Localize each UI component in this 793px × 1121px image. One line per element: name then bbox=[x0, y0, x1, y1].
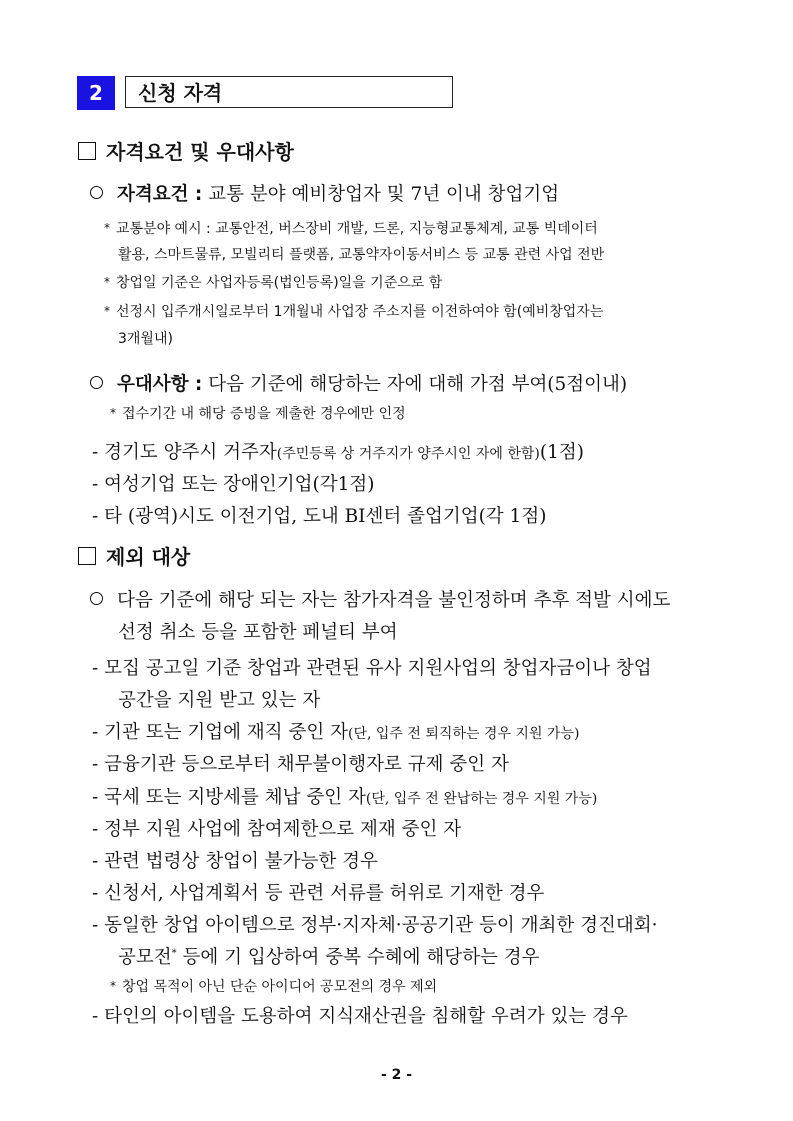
exclusion-note: * 창업 목적이 아닌 단순 아이디어 공모전의 경우 제외 bbox=[110, 979, 438, 995]
exclusion-item-9: - 타인의 아이템을 도용하여 지식재산권을 침해할 우려가 있는 경우 bbox=[92, 1006, 628, 1027]
preference-text: 다음 기준에 해당하는 자에 대해 가점 부여(5점이내) bbox=[208, 374, 628, 395]
exclusions-intro: 다음 기준에 해당 되는 자는 참가자격을 불인정하며 추후 적발 시에도 bbox=[90, 586, 670, 612]
preference-item-3: - 타 (광역)시도 이전기업, 도내 BI센터 졸업기업(각 1점) bbox=[92, 506, 547, 527]
page-number: - 2 - bbox=[380, 1067, 413, 1083]
preference-note: * 접수기간 내 해당 증빙을 제출한 경우에만 인정 bbox=[110, 406, 406, 422]
requirement-text: 교통 분야 예비창업자 및 7년 이내 창업기업 bbox=[208, 184, 560, 205]
circle-bullet-icon bbox=[90, 376, 103, 389]
preference-line bbox=[90, 370, 627, 396]
circle-bullet-icon bbox=[90, 592, 103, 605]
preference-item-1: - 경기도 양주시 거주자(주민등록 상 거주지가 양주시인 자에 한함)(1점) bbox=[92, 442, 584, 463]
exclusion-item-4: - 국세 또는 지방세를 체납 중인 자(단, 입주 전 완납하는 경우 지원 가능) bbox=[92, 787, 598, 808]
requirement-label: 자격요건 : bbox=[117, 184, 203, 205]
circle-bullet-icon bbox=[90, 186, 103, 199]
checkbox-square-icon bbox=[78, 142, 96, 160]
exclusions-intro-cont: 선정 취소 등을 포함한 페널티 부여 bbox=[118, 622, 398, 643]
exclusion-item-2: - 기관 또는 기업에 재직 중인 자(단, 입주 전 퇴직하는 경우 지원 가능) bbox=[92, 722, 580, 743]
exclusion-item-8: - 동일한 창업 아이템으로 정부·지자체·공공기관 등이 개최한 경진대회· bbox=[92, 915, 658, 936]
exclusion-item-3: - 금융기관 등으로부터 채무불이행자로 규제 중인 자 bbox=[92, 754, 509, 775]
checkbox-square-icon bbox=[78, 547, 96, 565]
requirement-note-2: * 창업일 기준은 사업자등록(법인등록)일을 기준으로 함 bbox=[104, 275, 443, 291]
exclusions-heading: 제외 대상 bbox=[78, 541, 190, 570]
requirement-line bbox=[90, 180, 559, 206]
exclusion-item-1-cont: 공간을 지원 받고 있는 자 bbox=[118, 690, 321, 711]
exclusion-item-8-cont: 공모전* 등에 기 입상하여 중복 수혜에 해당하는 경우 bbox=[118, 947, 540, 968]
exclusion-item-1: - 모집 공고일 기준 창업과 관련된 유사 지원사업의 창업자금이나 창업 bbox=[92, 658, 652, 679]
section-title: 신청 자격 bbox=[125, 76, 453, 108]
requirement-note-1-cont: 활용, 스마트물류, 모빌리티 플랫폼, 교통약자이동서비스 등 교통 관련 사업 전반 bbox=[118, 247, 605, 263]
qualifications-heading: 자격요건 및 우대사항 bbox=[78, 136, 294, 165]
exclusion-item-7: - 신청서, 사업계획서 등 관련 서류를 허위로 기재한 경우 bbox=[92, 883, 545, 904]
preference-label: 우대사항 : bbox=[117, 374, 203, 395]
section-number: 2 bbox=[77, 76, 115, 110]
requirement-note-3-cont: 3개월내) bbox=[118, 331, 173, 347]
exclusion-item-6: - 관련 법령상 창업이 불가능한 경우 bbox=[92, 851, 378, 872]
preference-item-2: - 여성기업 또는 장애인기업(각1점) bbox=[92, 474, 375, 495]
exclusion-item-5: - 정부 지원 사업에 참여제한으로 제재 중인 자 bbox=[92, 819, 462, 840]
requirement-note-3: * 선정시 입주개시일로부터 1개월내 사업장 주소지를 이전하여야 함(예비창업자는 bbox=[104, 304, 604, 320]
requirement-note-1: * 교통분야 예시 : 교통안전, 버스장비 개발, 드론, 지능형교통체계, 교통 빅데이터 bbox=[104, 221, 598, 237]
